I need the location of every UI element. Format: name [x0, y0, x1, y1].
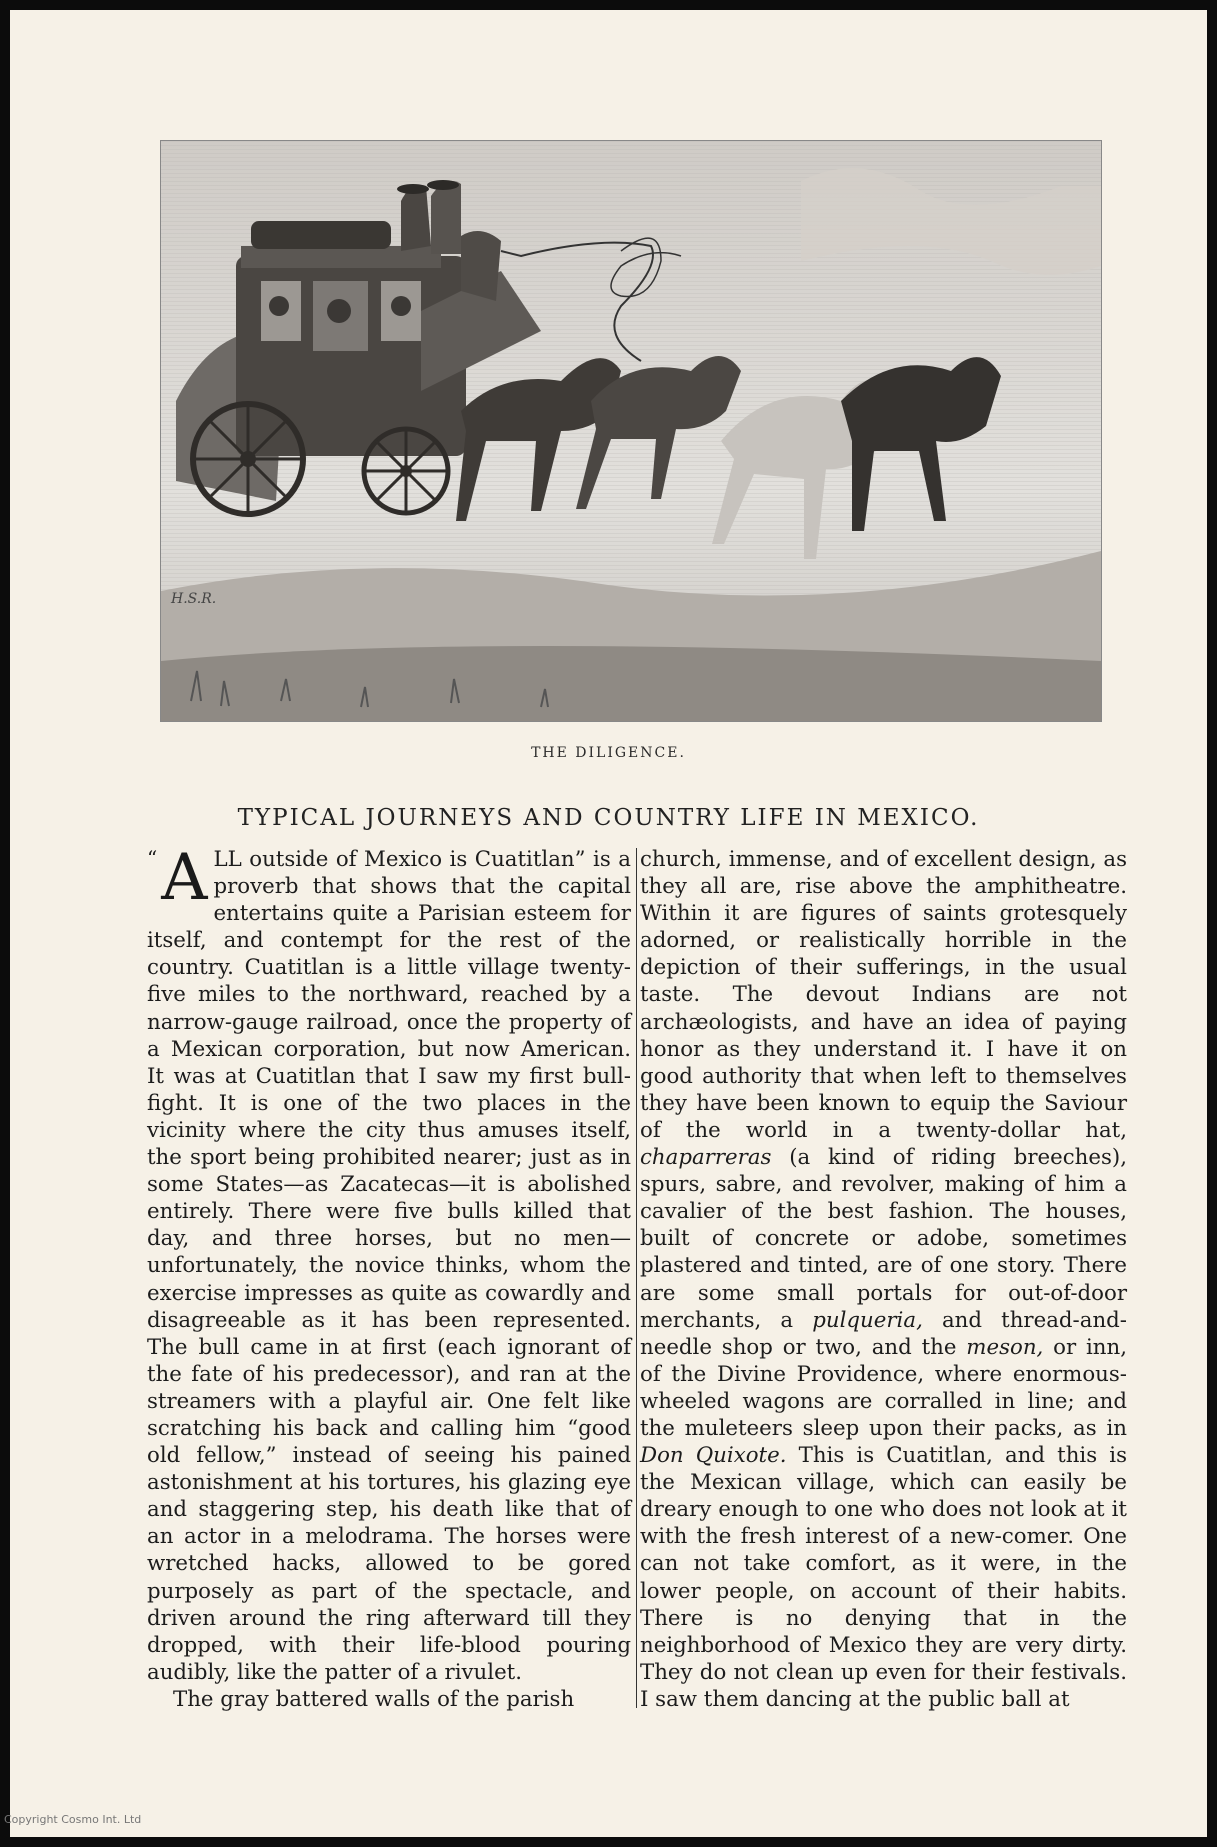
right-text-d: or inn, of the Divine Providence, where enormous-wheeled wagons are corralled in line; and the muleteers sleep upon their packs, as in	[640, 1334, 1127, 1441]
magazine-page	[10, 10, 1207, 1837]
artist-signature: H.S.R.	[171, 591, 217, 607]
column-divider	[636, 848, 637, 1708]
right-text-b: (a kind of riding breeches), spurs, sabre, and revolver, making of him a cavalier of the best fashion. The houses, built of concrete or adobe, sometimes plastered and tinted, are of one story. There are some small portals for out-of-door merchants, a	[640, 1145, 1127, 1333]
show-through-text	[390, 85, 950, 111]
article-title: TYPICAL JOURNEYS AND COUNTRY LIFE IN MEXICO.	[237, 805, 980, 831]
open-quote: “	[147, 846, 158, 870]
right-text-e: This is Cuatitlan, and this is the Mexican village, which can easily be dreary enough to one who does not look at it with the fresh interest of a new-comer. One can not take comfort, as it were, in the lower people, on account of their habits. There is no denying that in the neighborhood of Mexico they are very dirty. They do not clean up even for their festivals. I saw them dancing at the public ball at	[640, 1443, 1127, 1712]
term-chaparreras: chaparreras	[640, 1145, 772, 1171]
paragraph-1-text: LL outside of Mexico is Cuatitlan” is a proverb that shows that the capital entertains quite a Parisian esteem for itself, and contempt for the rest of the country. Cuatitlan is a little village twenty-five miles to the northward, reached by a narrow-gauge railroad, once the property of a Mexican corporation, but now American. It was at Cuatitlan that I saw my first bull-fight. It is one of the two places in the vicinity where the city thus amuses itself, the sport being prohibited nearer; just as in some States—as Zacatecas—it is abolished entirely. There were five bulls killed that day, and three horses, but no men—unfortunately, the novice thinks, whom the exercise impresses as quite as cowardly and disagreeable as it has been represented. The bull came in at first (each ignorant of the fate of his predecessor), and ran at the streamers with a playful air. One felt like scratching his back and calling him “good old fellow,” instead of seeing his pained astonishment at his tortures, his glazing eye and staggering step, his death like that of an actor in a melodrama. The horses were wretched hacks, allowed to be gored purposely as part of the spectacle, and driven around the ring afterward till they dropped, with their life-blood pouring audibly, like the patter of a rivulet.	[147, 847, 631, 1685]
illustration-caption: THE DILIGENCE.	[531, 745, 686, 761]
term-pulqueria: pulqueria,	[812, 1307, 923, 1333]
right-column	[640, 846, 1127, 1713]
term-don-quixote: Don Quixote.	[640, 1443, 787, 1469]
diligence-illustration	[160, 140, 1102, 722]
copyright-notice: Copyright Cosmo Int. Ltd	[4, 1813, 142, 1826]
left-column	[147, 841, 631, 1713]
paragraph-1	[147, 841, 631, 1686]
paragraph-2-continued	[640, 846, 1127, 1713]
drop-cap: A	[161, 841, 208, 915]
right-text-c: and thread-and-needle shop or two, and the	[640, 1307, 1127, 1360]
right-text-a: church, immense, and of excellent design, as they all are, rise above the amphitheatre. Within it are figures of saints grotesquely adorned, or realistically horrible in the depiction of their sufferings, in the usual taste. The devout Indians are not archæologists, and have an idea of paying honor as they understand it. I have it on good authority that when left to themselves they have been known to equip the Saviour of the world in a twenty-dollar hat,	[640, 847, 1127, 1143]
term-meson: meson,	[966, 1334, 1044, 1360]
paragraph-2: The gray battered walls of the parish	[173, 1686, 575, 1712]
